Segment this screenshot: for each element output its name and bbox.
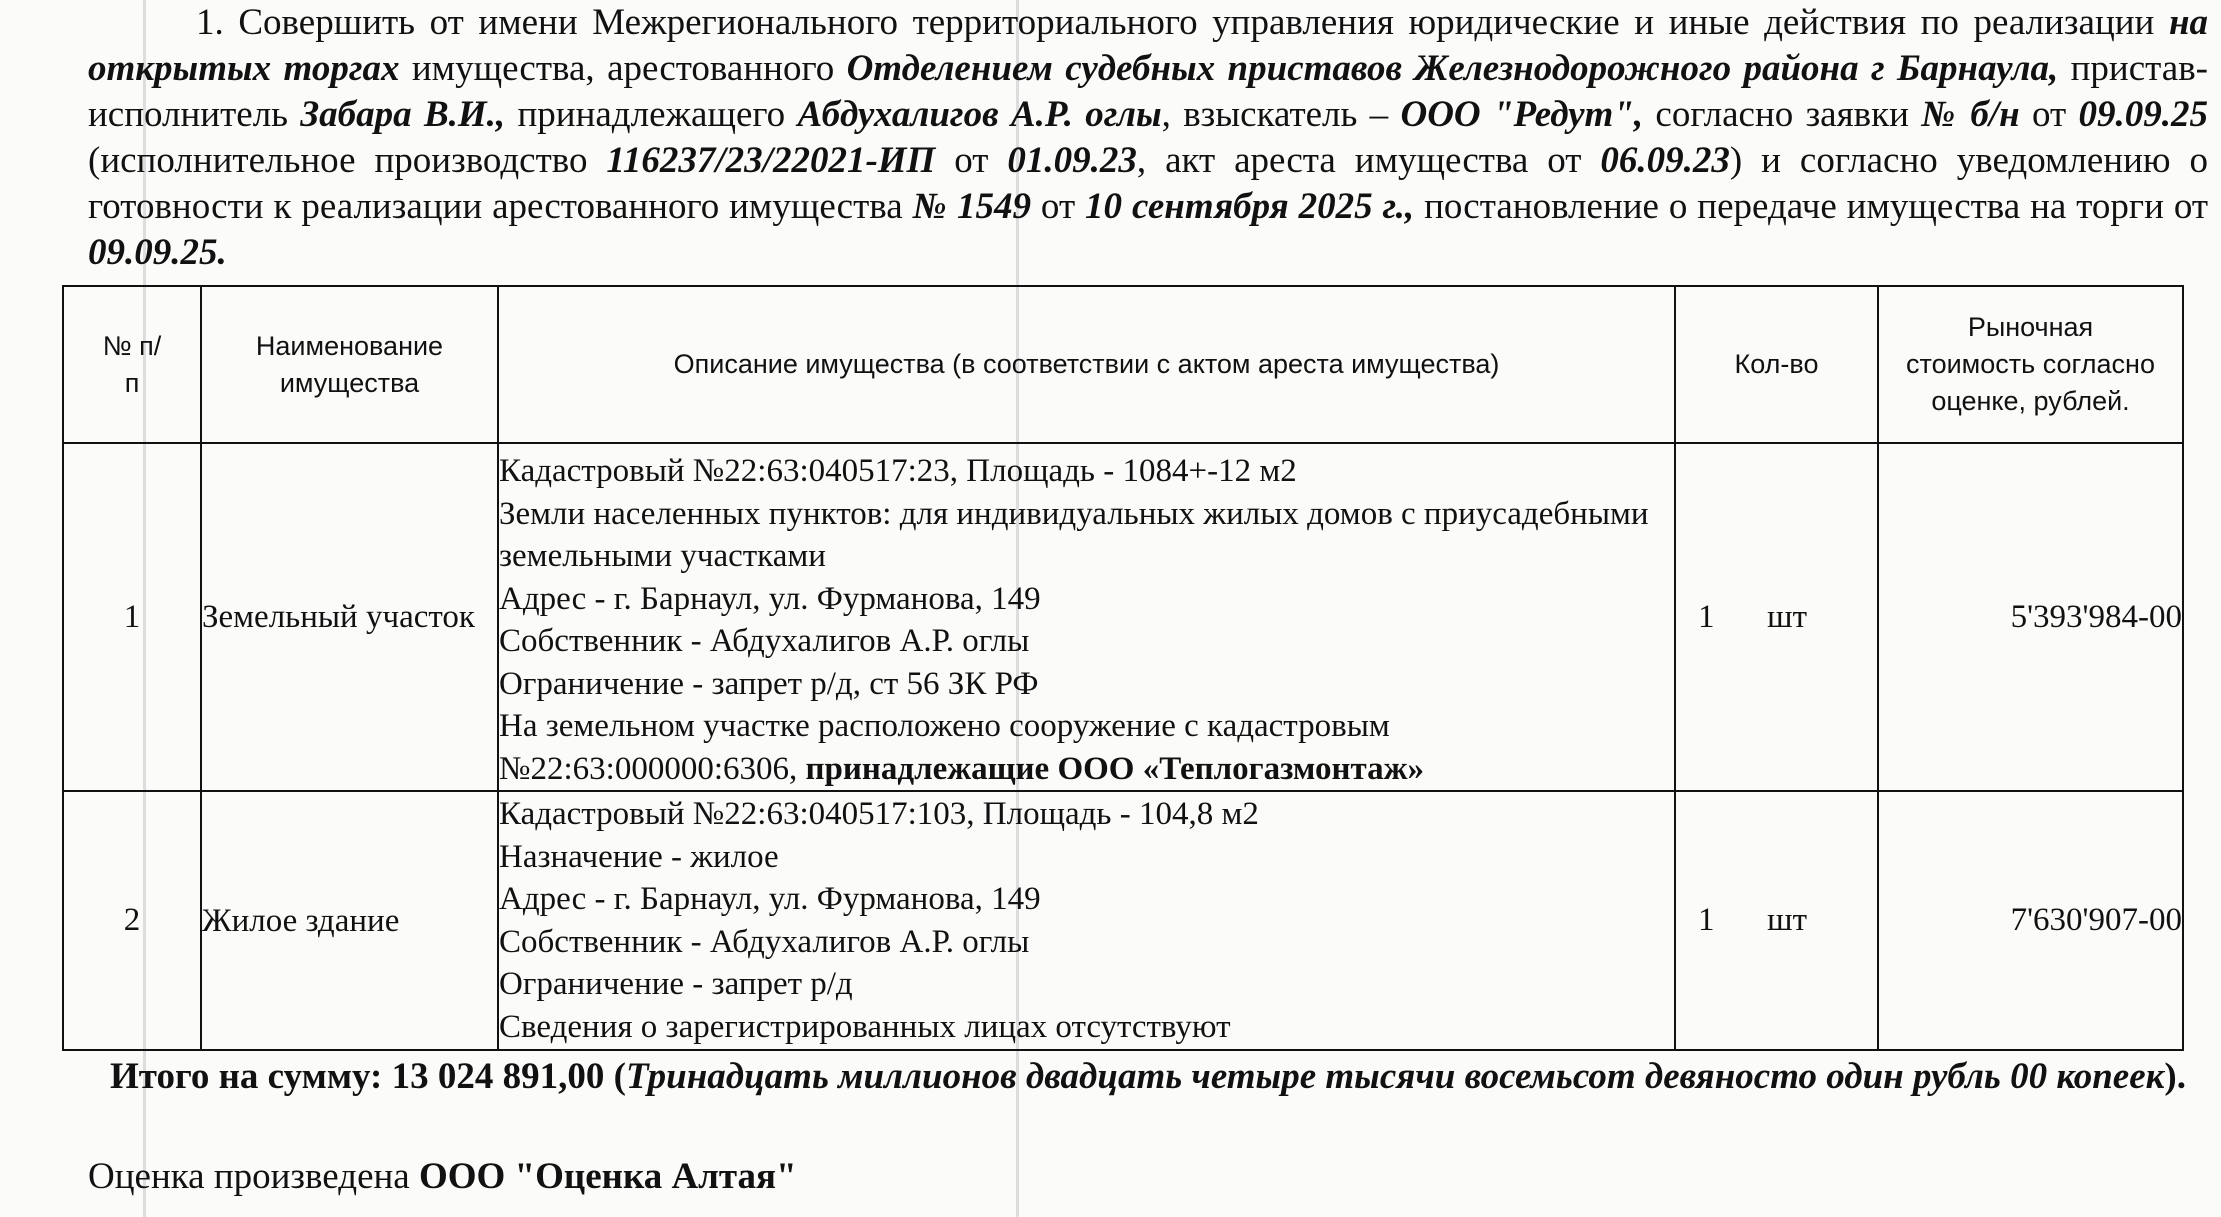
- description-text: Собственник - Абдухалигов А.Р. оглы: [499, 623, 1030, 659]
- paragraph-run: Абдухалигов А.Р. оглы: [797, 94, 1162, 135]
- description-text: Земли населенных пунктов: для индивидуальных жилых домов с приусадебными земельными участками: [499, 495, 1649, 574]
- paragraph-run: 10 сентября 2025 г.,: [1085, 186, 1415, 227]
- appraiser-prefix: Оценка произведена: [88, 1156, 419, 1197]
- quantity-unit: шт: [1767, 902, 1807, 938]
- paragraph-run: от: [2019, 94, 2079, 135]
- table-row: [63, 443, 2183, 791]
- paragraph-run: 01.09.23: [1007, 140, 1137, 181]
- paragraph-run: согласно заявки: [1643, 94, 1922, 135]
- total-words: Тринадцать миллионов двадцать четыре тысячи восемьсот девяносто один рубль 00 копеек: [625, 1056, 2165, 1097]
- appraiser-line: [88, 1154, 797, 1199]
- instruction-paragraph: [88, 0, 2208, 276]
- description-text: Адрес - г. Барнаул, ул. Фурманова, 149: [499, 881, 1041, 917]
- paragraph-run: ) и согласно уведомлению о готовности к реализации арестованного имущества: [88, 140, 2208, 227]
- description-text: Собственник - Абдухалигов А.Р. оглы: [499, 923, 1030, 960]
- property-quantity: [1675, 443, 1878, 791]
- paragraph-run: № б/н: [1921, 94, 2020, 135]
- property-description: [498, 443, 1675, 791]
- quantity-unit: шт: [1767, 598, 1807, 635]
- paragraph-run: от: [935, 140, 1008, 181]
- description-text: Адрес - г. Барнаул, ул. Фурманова, 149: [499, 580, 1041, 617]
- table-header-row: [63, 286, 2183, 443]
- description-line: [499, 620, 1674, 663]
- paragraph-run: пристав-исполнитель: [88, 48, 2208, 135]
- quantity-value: 1: [1698, 902, 1715, 938]
- property-price: 5'393'984-00: [1878, 443, 2183, 791]
- quantity-value: 1: [1698, 598, 1715, 635]
- description-line: [499, 836, 1674, 879]
- property-description: [498, 791, 1675, 1050]
- description-line: [499, 493, 1674, 578]
- paragraph-run: от: [1031, 186, 1086, 227]
- total-sum: [88, 1054, 2208, 1099]
- property-name: Жилое здание: [201, 791, 498, 1050]
- paragraph-run: принадлежащего: [505, 94, 798, 135]
- description-line: [499, 663, 1674, 706]
- property-name: Земельный участок: [201, 443, 498, 791]
- paragraph-run: 09.09.25: [2078, 94, 2208, 135]
- paragraph-run: 06.09.23: [1600, 140, 1730, 181]
- total-suffix: ).: [2164, 1056, 2186, 1097]
- paragraph-run: 1. Совершить от имени Межрегионального территориального управления юридические и иные действия по реализации: [196, 2, 2169, 43]
- table-row: [63, 791, 2183, 1050]
- description-text: Кадастровый №22:63:040517:103, Площадь - 104,8 м2: [499, 796, 1259, 832]
- row-number: 2: [63, 791, 201, 1050]
- paragraph-run: ООО "Редут",: [1400, 94, 1644, 135]
- description-line: [499, 878, 1674, 921]
- header-price: Рыночная стоимость согласно оценке, рублей.: [1878, 286, 2183, 443]
- property-quantity: [1675, 791, 1878, 1050]
- description-text: На земельном участке расположено сооружение с кадастровым №22:63:000000:6306,: [499, 708, 1390, 787]
- paragraph-run: на открытых торгах: [88, 2, 2208, 89]
- header-description: Описание имущества (в соответствии с актом ареста имущества): [498, 286, 1675, 443]
- description-line: [499, 705, 1674, 790]
- paragraph-run: , акт ареста имущества от: [1136, 140, 1601, 181]
- description-text: Сведения о зарегистрированных лицах отсутствуют: [499, 1008, 1231, 1045]
- description-line: [499, 578, 1674, 621]
- property-price: 7'630'907-00: [1878, 791, 2183, 1050]
- description-bold-tail: принадлежащие ООО «Теплогазмонтаж»: [805, 750, 1425, 787]
- paragraph-run: постановление о передаче имущества на торги от: [1414, 186, 2209, 227]
- paragraph-run: 116237/23/22021-ИП: [606, 140, 936, 181]
- description-line: [499, 1006, 1674, 1049]
- header-quantity: Кол-во: [1675, 286, 1878, 443]
- paragraph-run: имущества, арестованного: [399, 48, 847, 89]
- row-number: 1: [63, 443, 201, 791]
- description-line: [499, 963, 1674, 1006]
- description-text: Ограничение - запрет р/д, ст 56 ЗК РФ: [499, 665, 1039, 702]
- description-line: [499, 921, 1674, 964]
- description-text: Назначение - жилое: [499, 838, 779, 875]
- paragraph-run: (исполнительное производство: [88, 140, 607, 181]
- header-num: № п/п: [63, 286, 201, 443]
- appraiser-company: ООО "Оценка Алтая": [418, 1156, 797, 1197]
- paragraph-run: , взыскатель –: [1161, 94, 1401, 135]
- description-line: [499, 450, 1674, 493]
- total-prefix: Итого на сумму: 13 024 891,00 (: [110, 1056, 626, 1097]
- paragraph-run: 09.09.25.: [88, 232, 227, 273]
- paragraph-run: Отделением судебных приставов Железнодорожного района г Барнаула,: [846, 48, 2059, 89]
- description-line: [499, 793, 1674, 836]
- header-name: Наименование имущества: [201, 286, 498, 443]
- description-text: Кадастровый №22:63:040517:23, Площадь - 1084+-12 м2: [499, 453, 1297, 489]
- paragraph-run: Забара В.И.,: [300, 94, 506, 135]
- paragraph-run: № 1549: [912, 186, 1032, 227]
- property-table: [62, 285, 2184, 1051]
- description-text: Ограничение - запрет р/д: [499, 966, 853, 1002]
